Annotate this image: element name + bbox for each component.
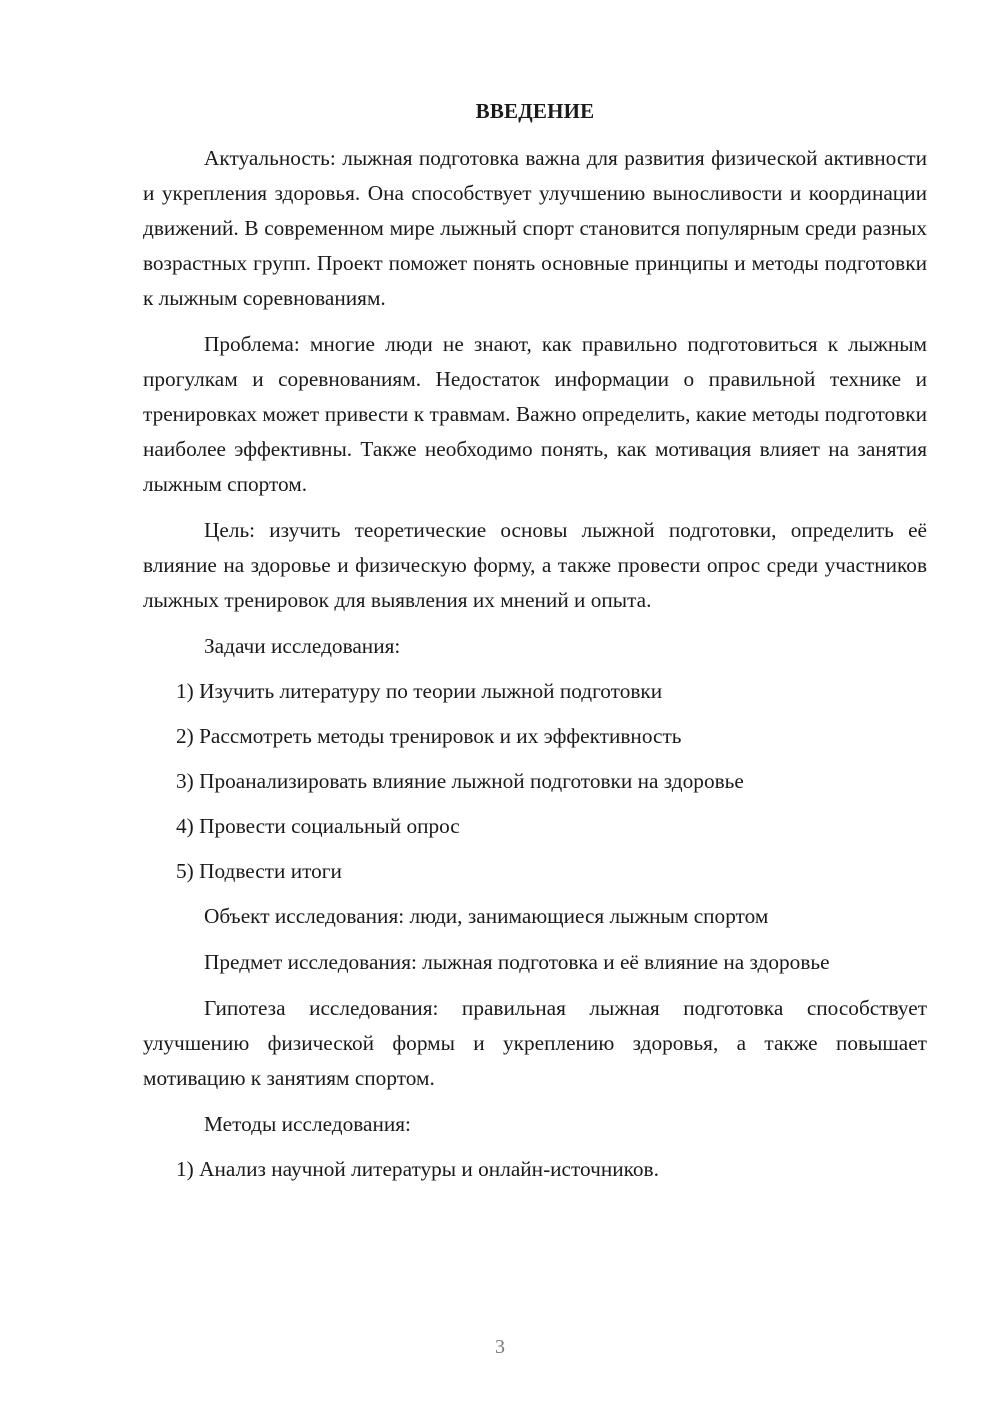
problem-paragraph: Проблема: многие люди не знают, как правильно подготовиться к лыжным прогулкам и соревнованиям. Недостаток информации о правильной технике и тренировках может привести к травмам. Важно определить, какие методы подготовки наиболее эффективны. Также необходимо понять, как мотивация влияет на занятия лыжным спортом. <box>143 332 927 496</box>
methods-label: Методы исследования: <box>204 1112 411 1136</box>
tasks-label: Задачи исследования: <box>204 634 401 658</box>
section-title: ВВЕДЕНИЕ <box>475 99 595 123</box>
hypothesis-paragraph: Гипотеза исследования: правильная лыжная подготовка способствует улучшению физической формы и укреплению здоровья, а также повышает мотивацию к занятиям спортом. <box>143 996 927 1090</box>
task-item: 4) Провести социальный опрос <box>176 814 460 838</box>
task-item: 1) Изучить литературу по теории лыжной подготовки <box>176 679 663 703</box>
page-number: 3 <box>495 1336 505 1358</box>
task-item: 2) Рассмотреть методы тренировок и их эффективность <box>176 724 682 748</box>
page-content <box>143 94 927 1197</box>
task-item: 5) Подвести итоги <box>176 859 342 883</box>
method-item: 1) Анализ научной литературы и онлайн-источников. <box>176 1157 659 1181</box>
task-item: 3) Проанализировать влияние лыжной подготовки на здоровье <box>176 769 744 793</box>
relevance-paragraph: Актуальность: лыжная подготовка важна для развития физической активности и укрепления здоровья. Она способствует улучшению выносливости и координации движений. В современном мире лыжный спорт становится популярным среди разных возрастных групп. Проект поможет понять основные принципы и методы подготовки к лыжным соревнованиям. <box>143 146 927 310</box>
object-paragraph: Объект исследования: люди, занимающиеся лыжным спортом <box>204 904 769 928</box>
subject-paragraph: Предмет исследования: лыжная подготовка и её влияние на здоровье <box>204 950 830 974</box>
goal-paragraph: Цель: изучить теоретические основы лыжной подготовки, определить её влияние на здоровье и физическую форму, а также провести опрос среди участников лыжных тренировок для выявления их мнений и опыта. <box>143 518 927 612</box>
